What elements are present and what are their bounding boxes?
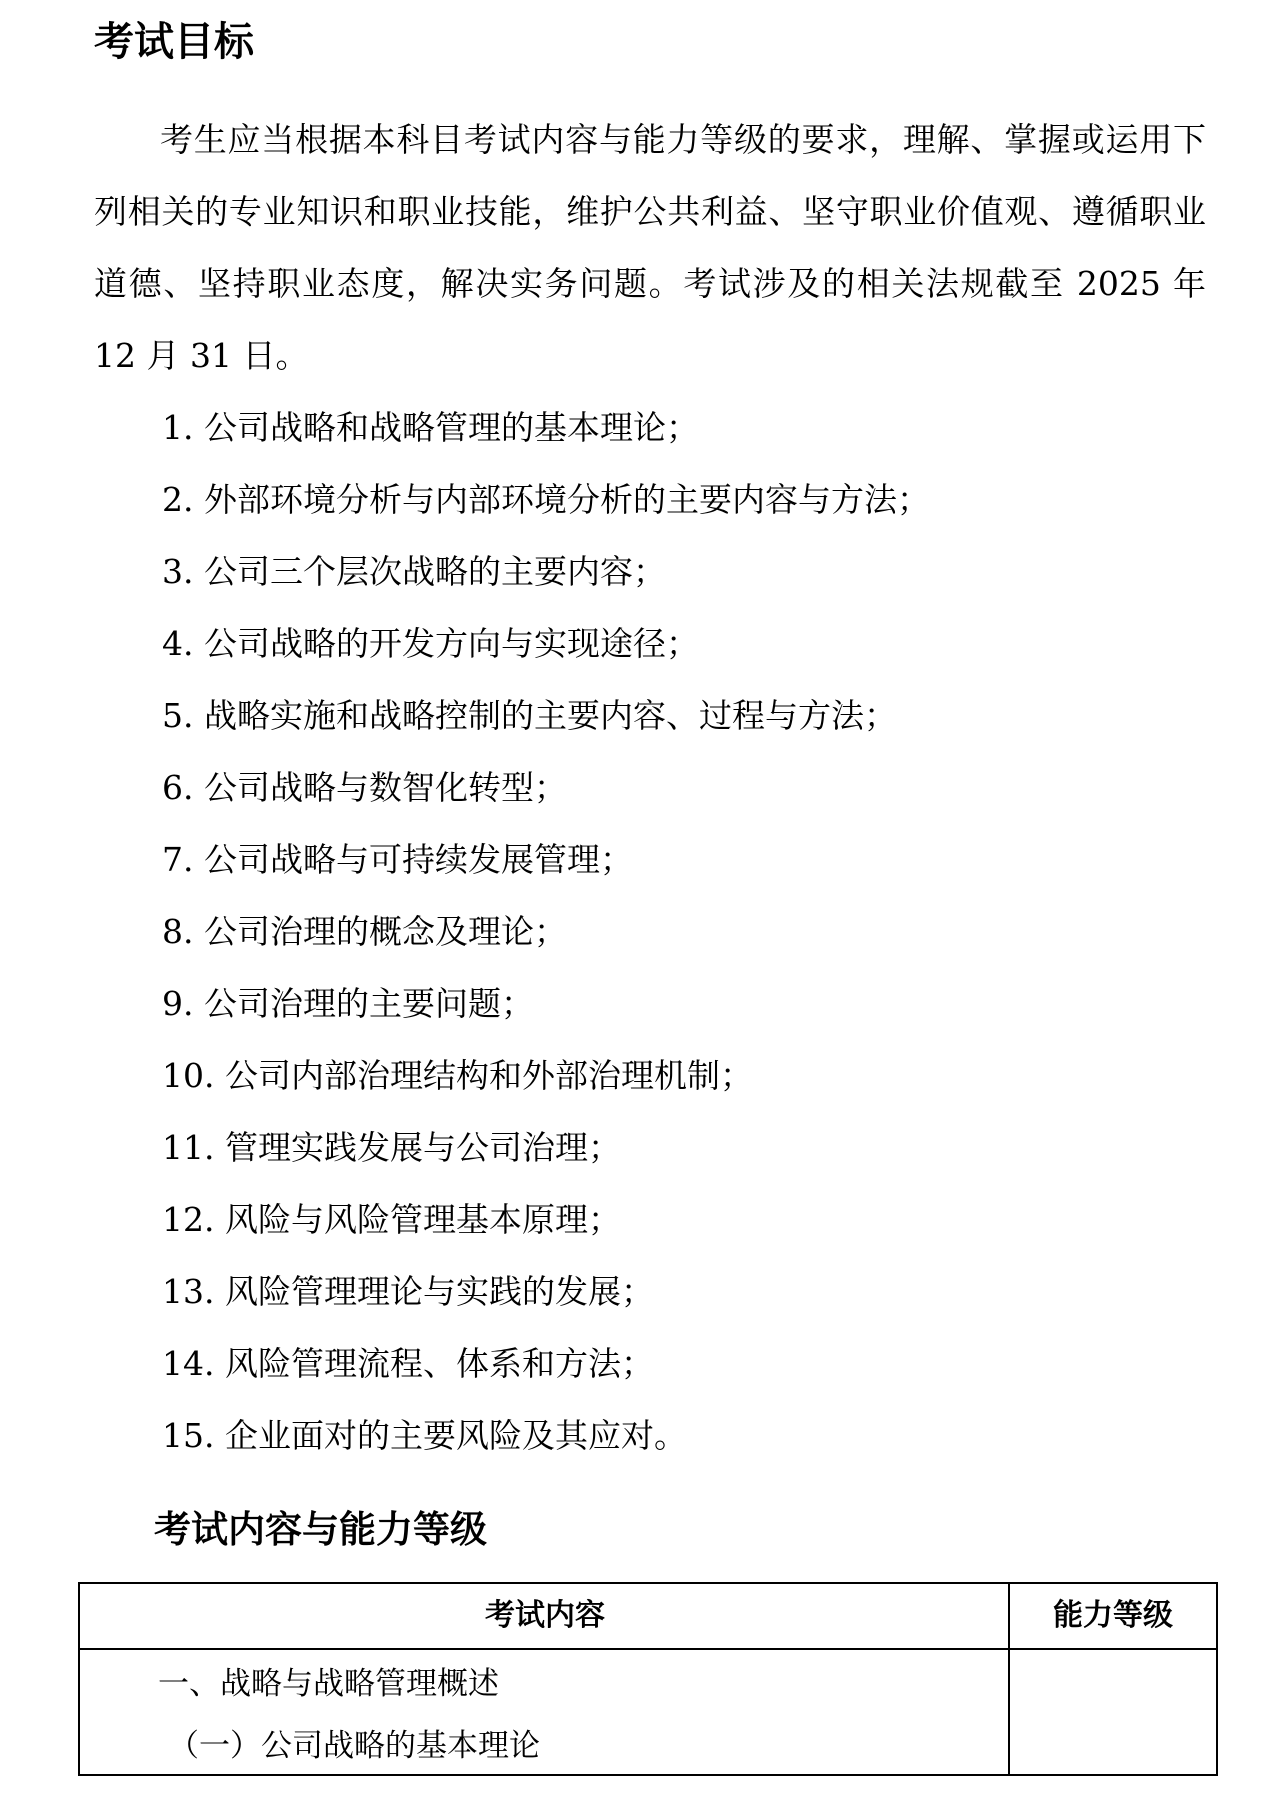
list-item: 13. 风险管理理论与实践的发展； (162, 1272, 654, 1311)
list-item: 12. 风险与风险管理基本原理； (162, 1200, 621, 1239)
list-item: 10. 公司内部治理结构和外部治理机制； (162, 1056, 753, 1095)
list-item: 9. 公司治理的主要问题； (162, 984, 534, 1023)
table-header-content: 考试内容 (485, 1598, 605, 1633)
subsection-title: 考试内容与能力等级 (154, 1508, 487, 1551)
list-item: 5. 战略实施和战略控制的主要内容、过程与方法； (162, 696, 897, 735)
list-item: 3. 公司三个层次战略的主要内容； (162, 552, 666, 591)
list-item: 1. 公司战略和战略管理的基本理论； (162, 408, 699, 447)
table-header-divider (80, 1648, 1216, 1650)
section-title: 考试目标 (94, 19, 254, 65)
list-item: 6. 公司战略与数智化转型； (162, 768, 567, 807)
table-row: 一、战略与战略管理概述 (158, 1666, 499, 1702)
list-item: 11. 管理实践发展与公司治理； (162, 1128, 621, 1167)
table-row: （一）公司战略的基本理论 (168, 1728, 540, 1764)
intro-paragraph: 考生应当根据本科目考试内容与能力等级的要求，理解、掌握或运用下列相关的专业知识和职业技能，维护公共利益、坚守职业价值观、遵循职业道德、坚持职业态度，解决实务问题。考试涉及的相关法规截至 2025 年 12 月 31 日。 (94, 120, 1206, 375)
table-header-level: 能力等级 (1053, 1598, 1173, 1633)
list-item: 8. 公司治理的概念及理论； (162, 912, 567, 951)
objectives-list (162, 392, 930, 1472)
list-item: 4. 公司战略的开发方向与实现途径； (162, 624, 699, 663)
list-item: 7. 公司战略与可持续发展管理； (162, 840, 633, 879)
list-item: 15. 企业面对的主要风险及其应对。 (162, 1416, 687, 1455)
list-item: 14. 风险管理流程、体系和方法； (162, 1344, 654, 1383)
table-column-divider (1008, 1584, 1010, 1774)
content-level-table (78, 1582, 1218, 1776)
list-item: 2. 外部环境分析与内部环境分析的主要内容与方法； (162, 480, 930, 519)
